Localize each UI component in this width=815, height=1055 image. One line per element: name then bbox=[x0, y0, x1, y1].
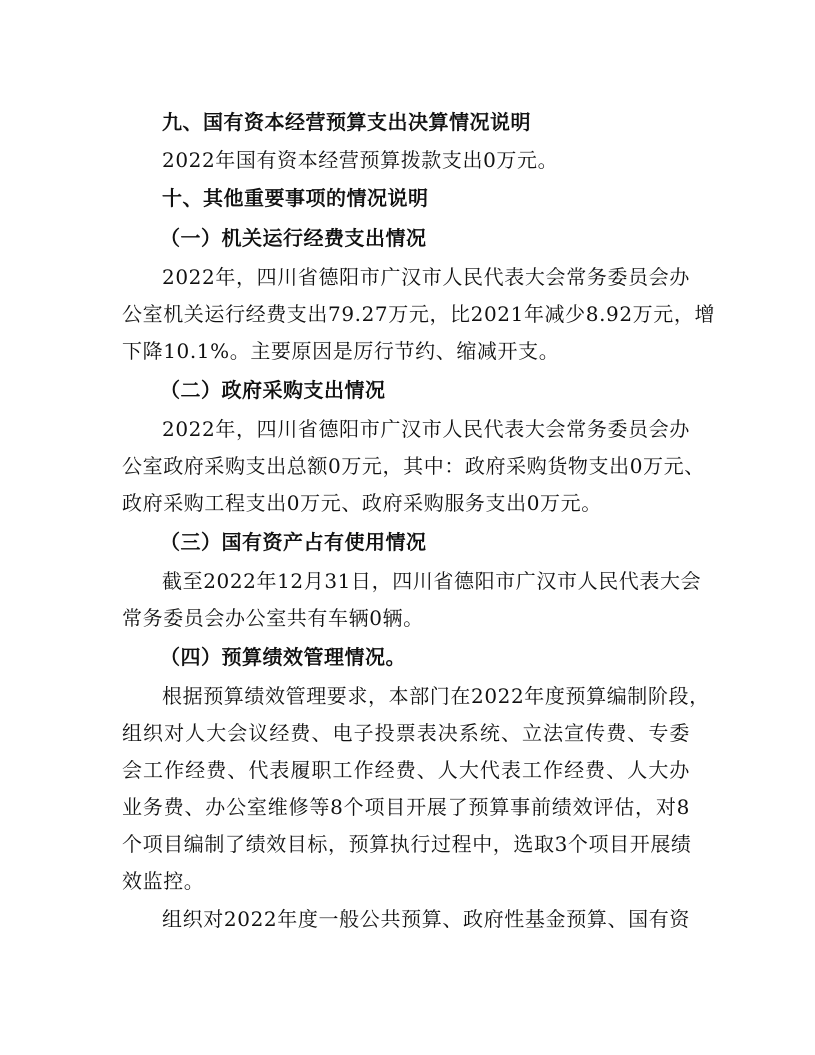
paragraph-line: 根据预算绩效管理要求，本部门在2022年度预算编制阶段， bbox=[162, 684, 710, 708]
paragraph-line: 组织对2022年度一般公共预算、政府性基金预算、国有资 bbox=[162, 907, 690, 931]
subsection-heading-1: （一）机关运行经费支出情况 bbox=[160, 226, 427, 250]
paragraph-line: 业务费、办公室维修等8个项目开展了预算事前绩效评估，对8 bbox=[122, 795, 690, 819]
subsection-heading-3: （三）国有资产占有使用情况 bbox=[160, 530, 427, 554]
section-heading-9: 九、国有资本经营预算支出决算情况说明 bbox=[162, 110, 531, 134]
paragraph-line: 2022年国有资本经营预算拨款支出0万元。 bbox=[162, 148, 559, 172]
section-heading-10: 十、其他重要事项的情况说明 bbox=[162, 186, 429, 210]
paragraph-line: 组织对人大会议经费、电子投票表决系统、立法宣传费、专委 bbox=[122, 721, 690, 745]
subsection-heading-2: （二）政府采购支出情况 bbox=[160, 378, 386, 402]
paragraph-line: 截至2022年12月31日，四川省德阳市广汉市人民代表大会 bbox=[162, 569, 702, 593]
paragraph-line: 公室政府采购支出总额0万元，其中：政府采购货物支出0万元、 bbox=[122, 454, 705, 478]
paragraph-line: 个项目编制了绩效目标，预算执行过程中，选取3个项目开展绩 bbox=[122, 832, 692, 856]
paragraph-line: 常务委员会办公室共有车辆0辆。 bbox=[122, 606, 424, 630]
paragraph-line: 政府采购工程支出0万元、政府采购服务支出0万元。 bbox=[122, 491, 602, 515]
paragraph-line: 2022年，四川省德阳市广汉市人民代表大会常务委员会办 bbox=[162, 265, 690, 289]
paragraph-line: 公室机关运行经费支出79.27万元，比2021年减少8.92万元，增 bbox=[122, 302, 716, 326]
paragraph-line: 下降10.1%。主要原因是厉行节约、缩减开支。 bbox=[122, 339, 560, 363]
paragraph-line: 2022年，四川省德阳市广汉市人民代表大会常务委员会办 bbox=[162, 417, 690, 441]
paragraph-line: 效监控。 bbox=[122, 869, 205, 893]
subsection-heading-4: （四）预算绩效管理情况。 bbox=[160, 645, 406, 669]
paragraph-line: 会工作经费、代表履职工作经费、人大代表工作经费、人大办 bbox=[122, 758, 690, 782]
